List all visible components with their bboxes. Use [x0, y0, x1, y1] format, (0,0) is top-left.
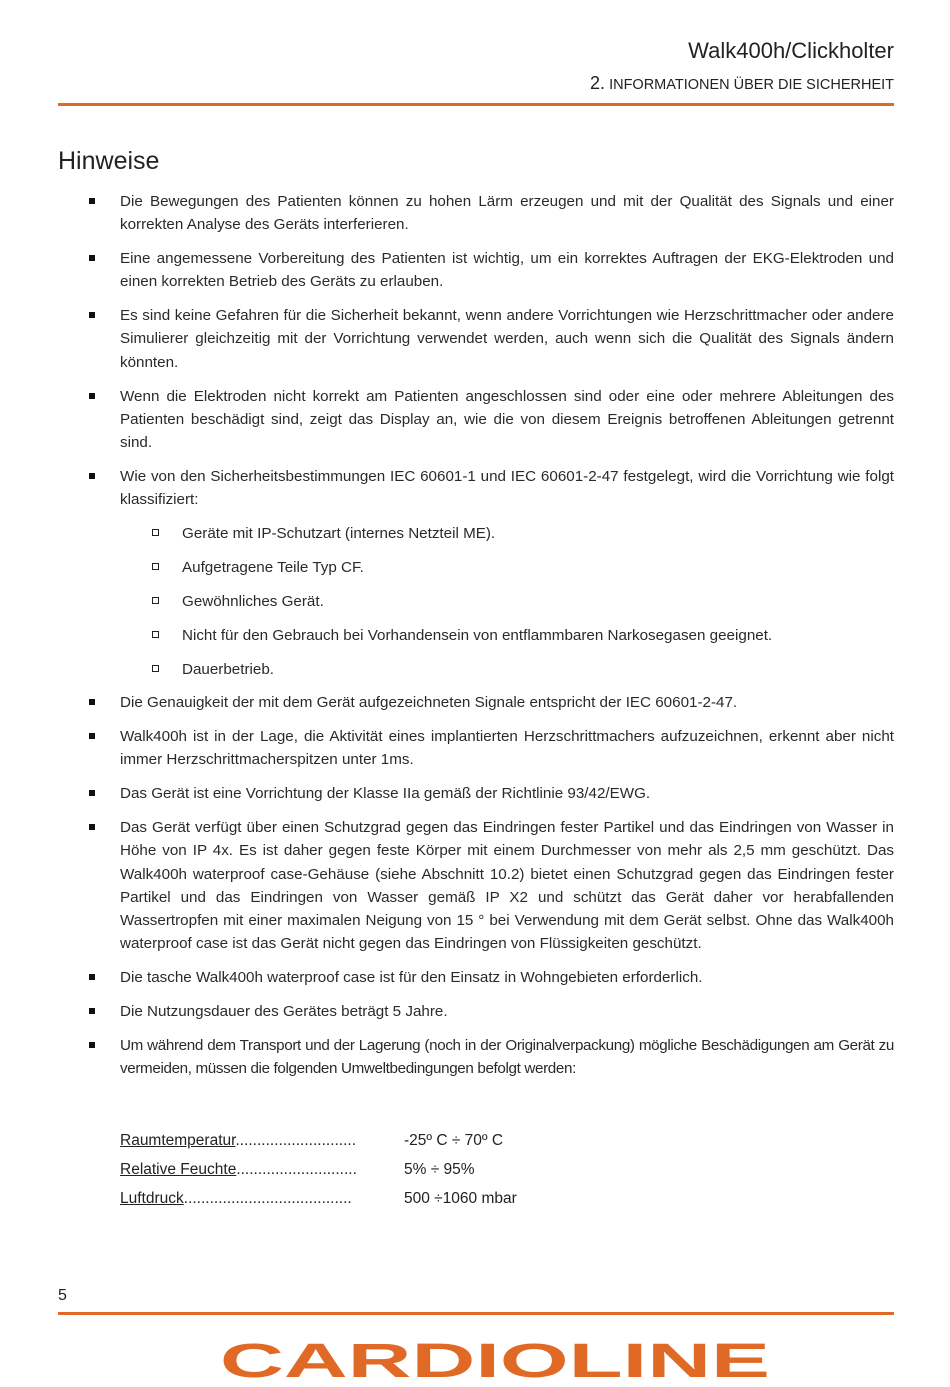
- list-item: [58, 190, 894, 237]
- list-item-text: Die tasche Walk400h waterproof case ist für den Einsatz in Wohngebieten erforderlich.: [120, 969, 703, 987]
- list-item: [58, 816, 894, 956]
- condition-label: [120, 1184, 404, 1213]
- environmental-conditions-table: [120, 1126, 517, 1213]
- condition-leader-dots: ............................: [236, 1160, 357, 1178]
- section-title: INFORMATIONEN ÜBER DIE SICHERHEIT: [609, 77, 894, 93]
- list-item-text: Wie von den Sicherheitsbestimmungen IEC 60601-1 und IEC 60601-2-47 festgelegt, wird die Vorrichtung wie folgt klassifiziert:: [120, 467, 894, 509]
- notes-content: [58, 190, 894, 1091]
- bullet-marker-icon: [89, 393, 95, 399]
- hollow-square-icon: [152, 665, 159, 672]
- list-item-text: Um während dem Transport und der Lagerung (noch in der Originalverpackung) mögliche Beschädigungen am Gerät zu vermeiden, müssen die folgenden Umweltbedingungen befolgt werden:: [120, 1036, 894, 1078]
- hollow-square-icon: [152, 631, 159, 638]
- logo-wordmark: CARDIOLINE: [220, 1336, 770, 1382]
- bullet-marker-icon: [89, 1008, 95, 1014]
- condition-label: [120, 1155, 404, 1184]
- sub-list-item-text: Gewöhnliches Gerät.: [182, 592, 324, 610]
- bullet-marker-icon: [89, 312, 95, 318]
- list-item-text: Die Nutzungsdauer des Gerätes beträgt 5 Jahre.: [120, 1003, 448, 1021]
- list-item-text: Die Genauigkeit der mit dem Gerät aufgezeichneten Signale entspricht der IEC 60601-2-47.: [120, 694, 738, 712]
- footer-rule: [58, 1312, 894, 1315]
- header-rule: [58, 103, 894, 106]
- table-row: [120, 1155, 517, 1184]
- bullet-marker-icon: [89, 198, 95, 204]
- list-item: [58, 247, 894, 294]
- condition-name: Relative Feuchte: [120, 1160, 237, 1178]
- list-item: [58, 465, 894, 681]
- list-item: [58, 1034, 894, 1081]
- condition-value: 5% ÷ 95%: [404, 1160, 475, 1178]
- condition-leader-dots: .......................................: [183, 1189, 352, 1207]
- page-heading: Hinweise: [58, 147, 160, 175]
- list-item-text: Das Gerät ist eine Vorrichtung der Klasse IIa gemäß der Richtlinie 93/42/EWG.: [120, 785, 651, 803]
- list-item: [58, 725, 894, 772]
- list-item: [58, 966, 894, 989]
- list-item-text: Eine angemessene Vorbereitung des Patienten ist wichtig, um ein korrektes Auftragen der EKG-Elektroden und einen korrekten Betrieb des Geräts zu erlauben.: [120, 250, 894, 291]
- document-title: Walk400h/Clickholter: [688, 38, 894, 63]
- sub-list-item: [120, 522, 894, 545]
- condition-name: Raumtemperatur: [120, 1131, 236, 1149]
- hollow-square-icon: [152, 597, 159, 604]
- sub-list-item-text: Aufgetragene Teile Typ CF.: [182, 558, 364, 576]
- list-item-text: Walk400h ist in der Lage, die Aktivität eines implantierten Herzschrittmachers aufzuzeichnen, erkennt aber nicht immer Herzschrittmacherspitzen unter 1ms.: [120, 728, 894, 769]
- bullet-marker-icon: [89, 1042, 95, 1048]
- list-item: [58, 691, 894, 714]
- sub-list-item: [120, 658, 894, 681]
- cardioline-logo: [218, 1336, 772, 1382]
- page-number: 5: [58, 1287, 67, 1304]
- sub-list-item: [120, 624, 894, 647]
- condition-value: 500 ÷1060 mbar: [404, 1189, 517, 1207]
- list-item: [58, 385, 894, 455]
- table-row: [120, 1184, 517, 1213]
- bullet-marker-icon: [89, 473, 95, 479]
- list-item-text: Wenn die Elektroden nicht korrekt am Patienten angeschlossen sind oder eine oder mehrere Ableitungen des Patienten beschädigt sind, zeigt das Display an, wie die von diesem Ereignis betroffenen Ableitungen getrennt sind.: [120, 387, 894, 452]
- condition-value: -25º C ÷ 70º C: [404, 1131, 504, 1149]
- sub-list-item: [120, 556, 894, 579]
- sub-list-item: [120, 590, 894, 613]
- condition-name: Luftdruck: [120, 1189, 184, 1207]
- section-header: [590, 73, 894, 94]
- classification-list: [120, 522, 894, 681]
- list-item-text: Die Bewegungen des Patienten können zu hohen Lärm erzeugen und mit der Qualität des Signals und einer korrekten Analyse des Geräts interferieren.: [120, 193, 894, 234]
- condition-leader-dots: ............................: [235, 1131, 357, 1149]
- sub-list-item-text: Dauerbetrieb.: [182, 660, 275, 678]
- list-item: [58, 782, 894, 805]
- list-item-text: Das Gerät verfügt über einen Schutzgrad gegen das Eindringen fester Partikel und das Eindringen von Wasser in Höhe von IP 4x. Es ist daher gegen feste Körper mit einem Durchmesser von mehr als 2,5 mm geschützt. Das Walk400h waterproof case-Gehäuse (siehe Abschnitt 10.2) bietet einen Schutzgrad gegen das Eindringen fester Partikel und das Eindringen von Wasser gemäß IP X2 und schützt das Gerät daher vor herabfallenden Wassertropfen mit einer maximalen Neigung von 15 ° bei Verwendung mit dem Gerät selbst. Ohne das Walk400h waterproof case ist das Gerät nicht gegen das Eindringen von Flüssigkeiten geschützt.: [120, 818, 894, 953]
- bullet-marker-icon: [89, 733, 95, 739]
- list-item: [58, 1000, 894, 1023]
- section-number: 2.: [590, 73, 606, 93]
- list-item: [58, 304, 894, 374]
- logo-svg: [218, 1336, 772, 1382]
- bullet-marker-icon: [89, 255, 95, 261]
- bullet-marker-icon: [89, 974, 95, 980]
- hollow-square-icon: [152, 563, 159, 570]
- list-item-text: Es sind keine Gefahren für die Sicherheit bekannt, wenn andere Vorrichtungen wie Herzschrittmacher oder andere Simulierer gleichzeitig mit der Vorrichtung verwendet werden, auch wenn sich die Qualität des Signals ändern könnten.: [120, 307, 894, 371]
- condition-label: [120, 1126, 404, 1155]
- sub-list-item-text: Nicht für den Gebrauch bei Vorhandensein von entflammbaren Narkosegasen geeignet.: [182, 626, 773, 644]
- notes-list: [58, 190, 894, 1080]
- table-row: [120, 1126, 517, 1155]
- sub-list-item-text: Geräte mit IP-Schutzart (internes Netzteil ME).: [182, 524, 496, 542]
- bullet-marker-icon: [89, 699, 95, 705]
- bullet-marker-icon: [89, 790, 95, 796]
- bullet-marker-icon: [89, 824, 95, 830]
- hollow-square-icon: [152, 529, 159, 536]
